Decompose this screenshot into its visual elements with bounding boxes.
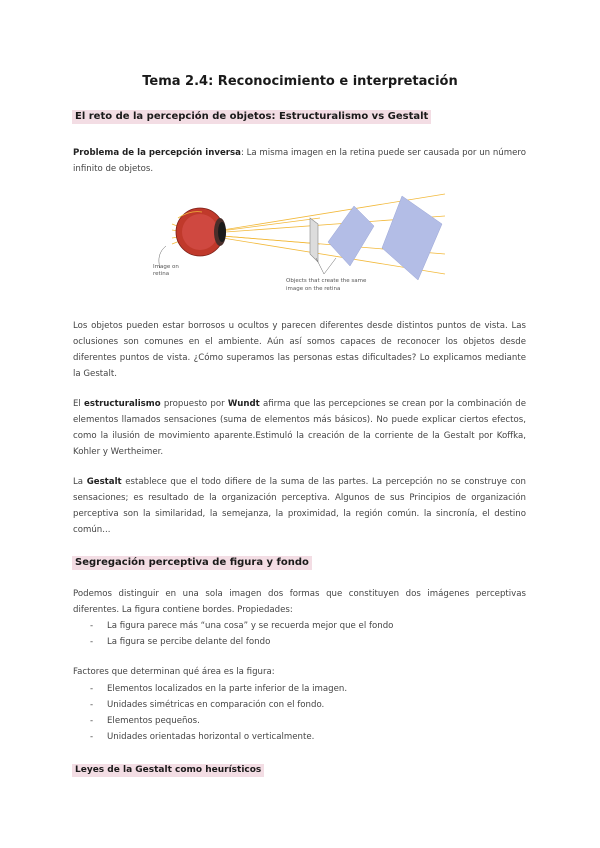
section-heading-estructuralismo-gestalt: El reto de la percepción de objetos: Estructuralismo vs Gestalt [72, 110, 431, 124]
projection-plane [310, 218, 318, 262]
problem-paragraph [73, 145, 526, 177]
problem-label: Problema de la percepción inversa [73, 148, 241, 158]
estructuralismo-paragraph [73, 396, 526, 460]
object-shape-far [382, 196, 442, 280]
bullet-dash: - [90, 732, 94, 742]
objects-label-line1: Objects that create the same [286, 278, 367, 284]
bullet-dash: - [90, 637, 94, 647]
page-title: Tema 2.4: Reconocimiento e interpretación [142, 74, 458, 89]
gestalt-paragraph [73, 474, 526, 538]
list-item: - Unidades simétricas en comparación con el fondo. [73, 697, 526, 713]
bullet-dash: - [90, 716, 94, 726]
estructuralismo-prefix: El [73, 399, 85, 409]
gestalt-term: Gestalt [86, 477, 122, 487]
factors-list [73, 681, 526, 745]
bullet-dash: - [90, 700, 94, 710]
list-item: - Unidades orientadas horizontal o verticalmente. [73, 729, 526, 745]
list-item: - La figura parece más “una cosa” y se recuerda mejor que el fondo [73, 618, 526, 634]
estructuralismo-term: estructuralismo [84, 399, 161, 409]
retina-label-line1: Image on [153, 264, 179, 270]
properties-list [73, 618, 526, 650]
gestalt-rest: establece que el todo difiere de la suma de las partes. La percepción no se construye con sensaciones; es resultado de la organización perceptiva. Algunos de sus Principios de organización perceptiva son la similaridad, la semejanza, la proximidad, la región común. la sincronía, el destino común... [73, 477, 526, 535]
bullet-dash: - [90, 684, 94, 694]
bullet-dash: - [90, 621, 94, 631]
eye-icon [176, 208, 226, 256]
list-item: - La figura se percibe delante del fondo [73, 634, 526, 650]
inverse-projection-figure [150, 188, 450, 303]
objects-paragraph: Los objetos pueden estar borrosos u ocultos y parecen diferentes desde distintos puntos de vista. Las oclusiones son comunes en el ambiente. Aún así somos capaces de reconocer los objetos desde diferentes puntos de vista. ¿Cómo superamos las personas estas dificultades? Lo explicamos mediante la Gestalt. [73, 321, 526, 379]
object-shape-near [328, 206, 374, 266]
list-item: - Elementos pequeños. [73, 713, 526, 729]
estructuralismo-rest: afirma que las percepciones se crean por la combinación de elementos llamados sensaciones (suma de elementos más básicos). No puede explicar ciertos efectos, como la ilusión de movimiento aparente.Estimuló la creación de la corriente de la Gestalt por Koffka, Kohler y Wertheimer. [73, 399, 526, 457]
problem-text: : La misma imagen en la retina puede ser causada por un número infinito de objetos. [73, 148, 526, 174]
factors-intro: Factores que determinan qué área es la figura: [73, 667, 275, 677]
retina-label-line2: retina [153, 271, 170, 277]
wundt-term: Wundt [227, 399, 260, 409]
figura-fondo-intro: Podemos distinguir en una sola imagen dos formas que constituyen dos imágenes perceptivas diferentes. La figura contiene bordes. Propiedades: [73, 589, 526, 615]
list-item: - Elementos localizados en la parte inferior de la imagen. [73, 681, 526, 697]
gestalt-prefix: La [73, 477, 87, 487]
objects-label-line2: image on the retina [286, 286, 341, 292]
section-heading-leyes-gestalt: Leyes de la Gestalt como heurísticos [72, 764, 264, 777]
estructuralismo-mid: propuesto por [160, 399, 228, 409]
section-heading-figura-fondo: Segregación perceptiva de figura y fondo [72, 556, 312, 570]
